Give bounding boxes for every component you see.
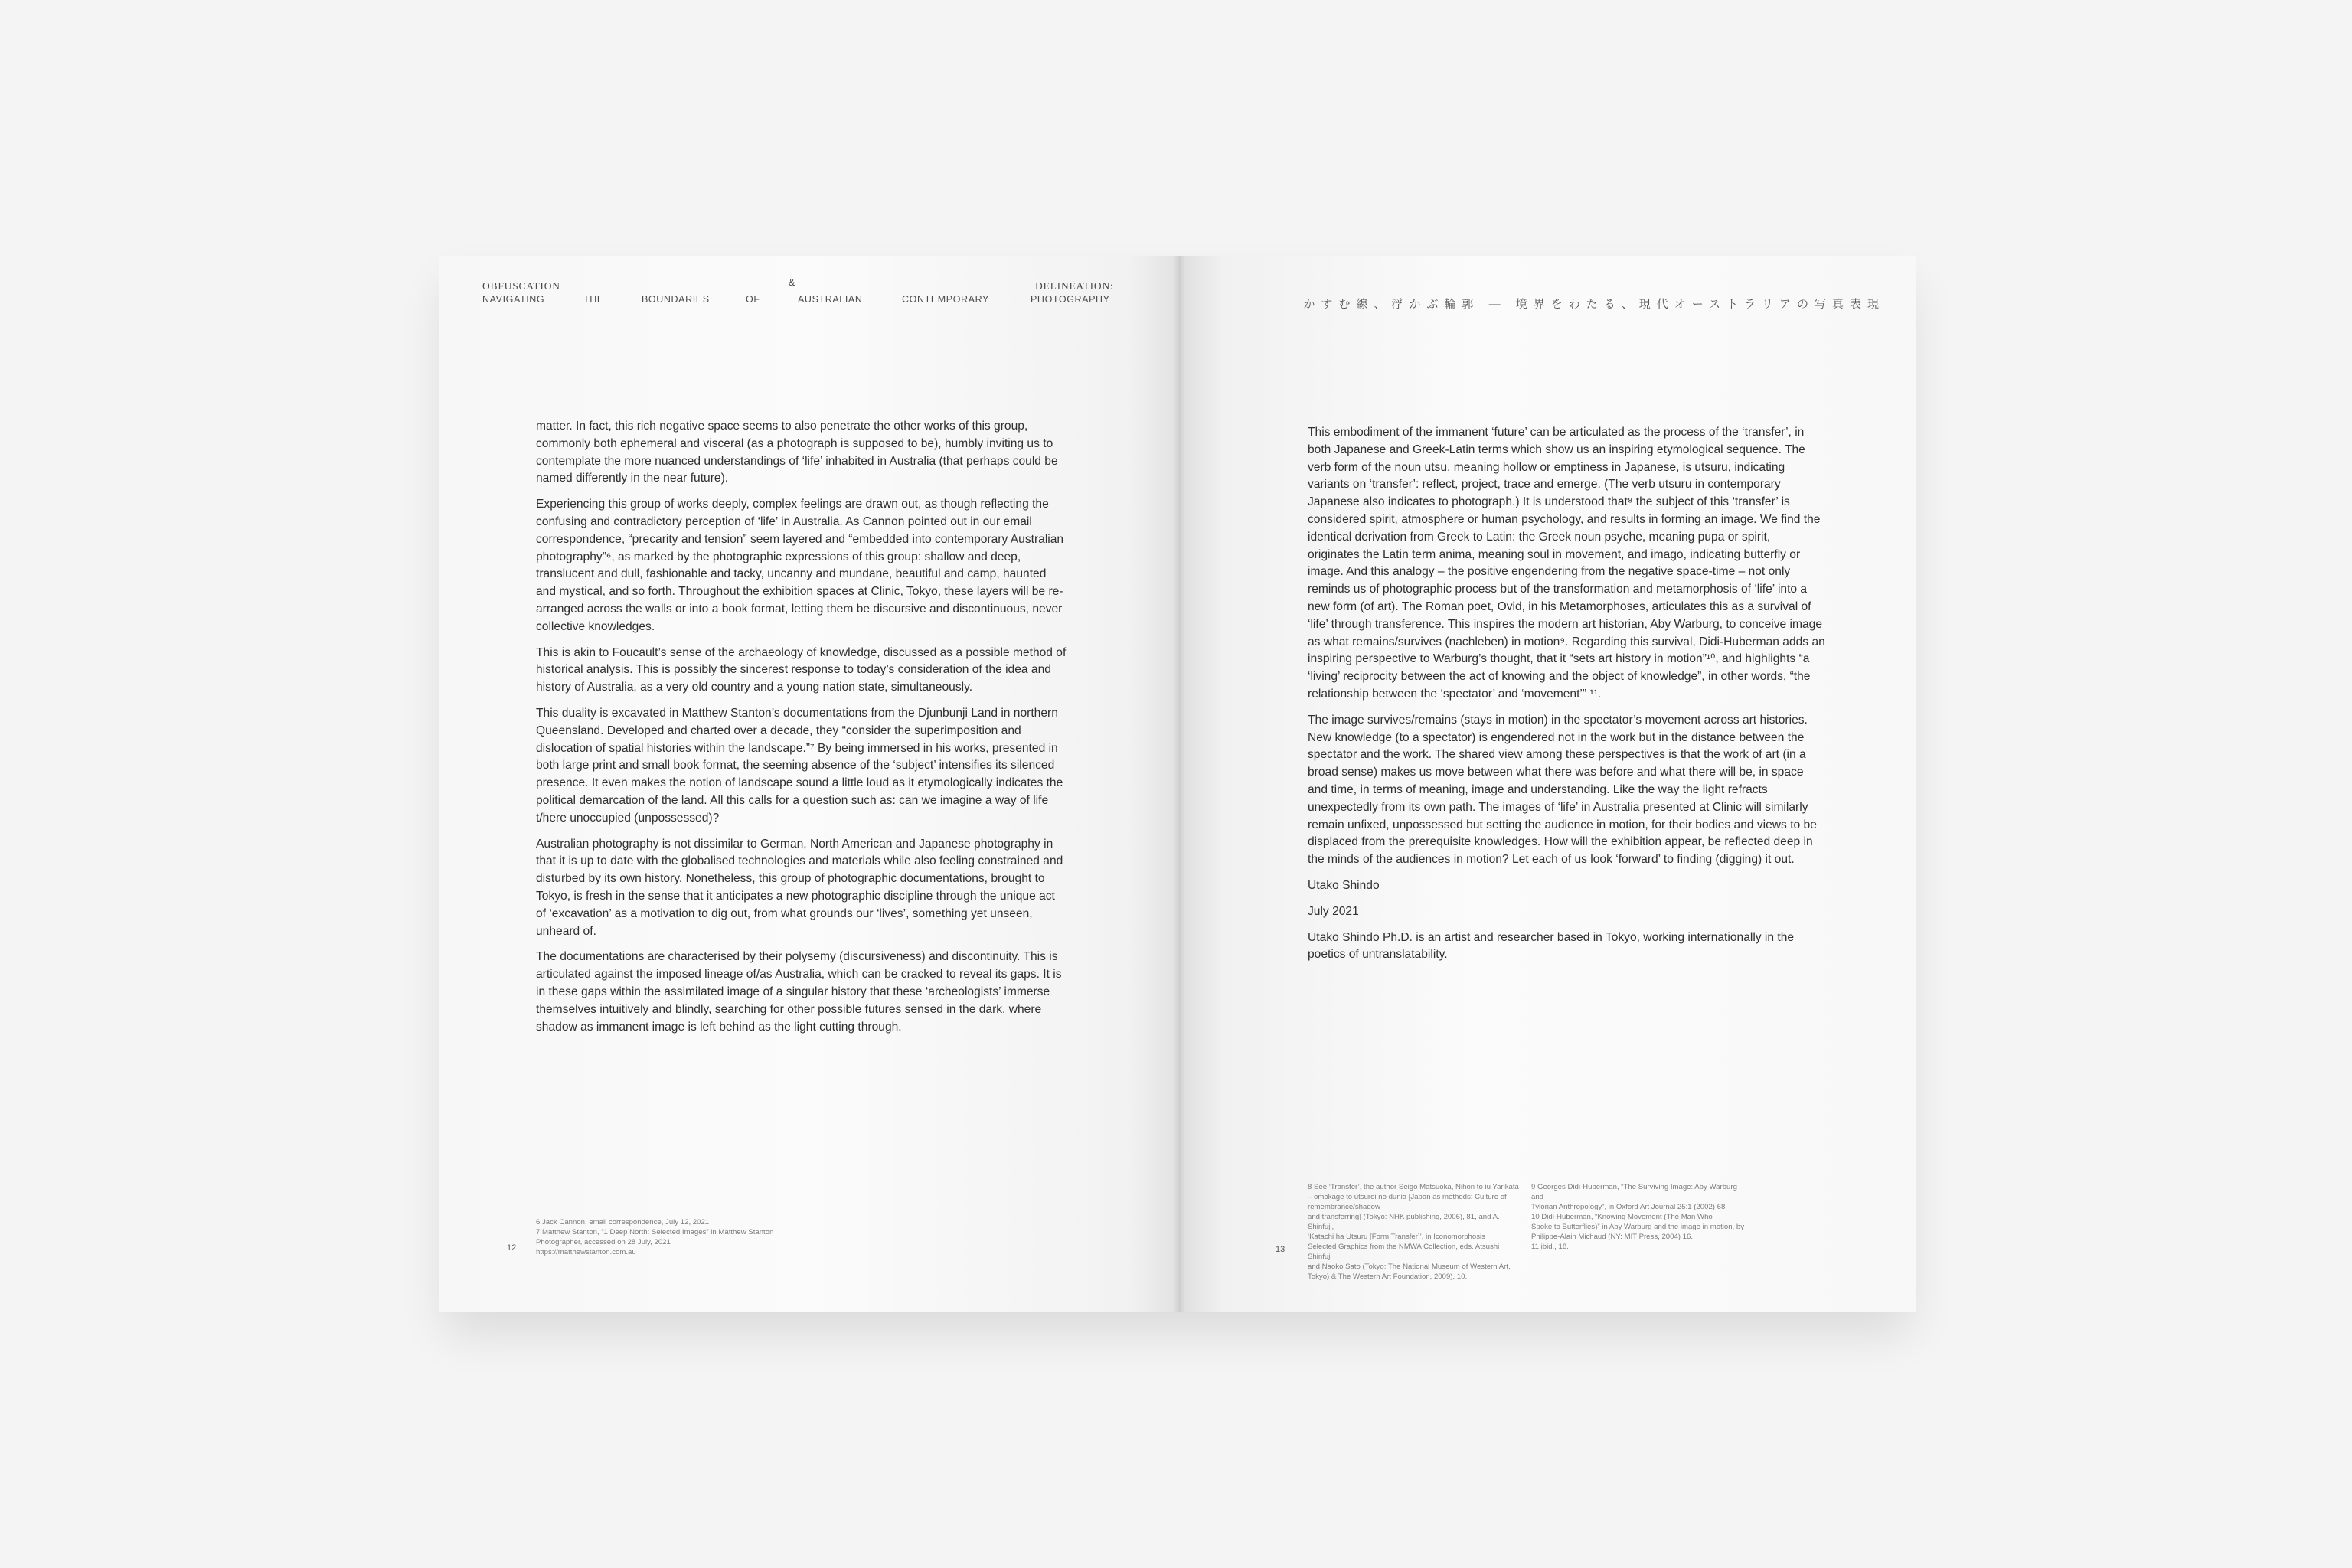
paragraph: Australian photography is not dissimilar to German, North American and Japanese photography in that it is up to date with the globalised technologies and materials while also feeling constrained and disturbed by its own history. Nonetheless, this group of photographic documentations, brought to Tokyo, is fresh in the sense that it anticipates a new photographic discipline through the unique act of ‘excavation’ as a motivation to dig out, from what grounds our ‘lives’, something yet unseen, unheard of.	[536, 837, 1063, 938]
footnote: https://matthewstanton.com.au	[536, 1248, 636, 1256]
header-word-contemporary: CONTEMPORARY	[902, 294, 989, 305]
right-body-text	[1308, 424, 1825, 972]
header-obfuscation: OBFUSCATION	[482, 280, 560, 292]
left-footnotes	[536, 1217, 858, 1257]
footnote: and Naoko Sato (Tokyo: The National Museum of Western Art,	[1308, 1263, 1511, 1271]
paragraph: This is akin to Foucault’s sense of the archaeology of knowledge, discussed as a possible method of historical analysis. This is possibly the sincerest response to today’s consideration of the idea and history of Australia, as a very old country and a young nation state, simultaneously.	[536, 645, 1067, 694]
page-number-right: 13	[1276, 1245, 1285, 1254]
header-word-photography: PHOTOGRAPHY	[1031, 294, 1110, 305]
footnote: ‘Katachi ha Utsuru [Form Transfer]’, in Iconomorphosis	[1308, 1233, 1485, 1241]
left-body-text	[536, 418, 1067, 1044]
header-delineation: DELINEATION:	[1035, 280, 1114, 292]
paragraph: matter. In fact, this rich negative space seems to also penetrate the other works of this group, commonly both ephemeral and visceral (as a photograph is supposed to be), humbly inviting us to contemplate the more nuanced understandings of ‘life’ inhabited in Australia (that perhaps could be named differently in the near future).	[536, 420, 1058, 485]
header-word-the: THE	[583, 294, 604, 305]
footnote: 10 Didi-Huberman, “Knowing Movement (The Man Who	[1531, 1213, 1713, 1221]
header-ampersand: &	[789, 277, 795, 288]
author-bio: Utako Shindo Ph.D. is an artist and researcher based in Tokyo, working internationally in the poetics of untranslatability.	[1308, 930, 1795, 962]
footnote: 8 See ‘Transfer’, the author Seigo Matsuoka, Nihon to iu Yarikata	[1308, 1183, 1519, 1191]
left-page	[439, 256, 1179, 1312]
page-number-left: 12	[507, 1243, 517, 1253]
footnote: Spoke to Butterflies)” in Aby Warburg and the image in motion, by	[1531, 1223, 1745, 1231]
header-japanese-title: かすむ線、浮かぶ輪郭 ― 境界をわたる、現代オーストラリアの写真表現	[1303, 298, 1885, 311]
footnote: Photographer, accessed on 28 July, 2021	[536, 1238, 671, 1246]
footnote: 6 Jack Cannon, email correspondence, July 12, 2021	[536, 1218, 710, 1227]
paragraph: This duality is excavated in Matthew Stanton’s documentations from the Djunbunji Land in northern Queensland. Developed and charted over a decade, they “consider the superimposition and dislocation of spatial histories within the landscape.”⁷ By being immersed in his works, presented in both large print and small book format, the seeming absence of the ‘subject’ intensifies its silenced presence. It even makes the notion of landscape sound a little loud as it etymologically indicates the political demarcation of the land. All this calls for a question such as: can we imagine a way of life t/here unoccupied (unpossessed)?	[536, 706, 1063, 825]
paragraph: The image survives/remains (stays in motion) in the spectator’s movement across art histories. New knowledge (to a spectator) is engendered not in the work but in the distance between the spectator and the work. The shared view among these perspectives is that the work of art (in a broad sense) makes us move between what there was before and what there will be, in space and time, in terms of meaning, image and understanding. Like the way the light refracts unexpectedly from its own path. The images of ‘life’ in Australia presented at Clinic will similarly remain unfixed, unpossessed but setting the audience in motion, for their bodies and views to be displaced from the prerequisite knowledges. How will the exhibition appear, be reflected deep in the minds of the audiences in motion? Let each of us look ‘forward’ to finding (digging) it out.	[1308, 713, 1817, 867]
header-word-boundaries: BOUNDARIES	[642, 294, 710, 305]
footnote: – omokage to utsuroi no dunia [Japan as methods: Culture of	[1308, 1193, 1507, 1201]
header-word-of: OF	[746, 294, 760, 305]
footnote: Selected Graphics from the NMWA Collection, eds. Atsushi Shinfuji	[1308, 1243, 1500, 1261]
footnote: and transferring] (Tokyo: NHK publishing, 2006), 81, and A. Shinfuji,	[1308, 1213, 1500, 1231]
paragraph: This embodiment of the immanent ‘future’ can be articulated as the process of the ‘transfer’, in both Japanese and Greek-Latin terms which show us an inspiring etymological sequence. The verb form of the noun utsu, meaning hollow or emptiness in Japanese, is utsuru, indicating variants on ‘transfer’: reflect, project, trace and emerge. (The verb utsuru in contemporary Japanese also indicates to photograph.) It is understood that⁸ the subject of this ‘transfer’ is considered spirit, atmosphere or human psychology, and results in forming an image. We find the identical derivation from Greek to Latin: the Greek noun psyche, meaning pupa or spirit, originates the Latin term anima, meaning soul in movement, and imago, indicating butterfly or image. And this analogy – the positive engendering from the negative space-time – not only reminds us of photographic process but of the transformation and metamorphosis of ‘life’ into a new form (of art). The Roman poet, Ovid, in his Metamorphoses, articulates this as a survival of ‘life’ through transference. This inspires the modern art historian, Aby Warburg, to conceive image as what remains/survives (nachleben) in motion⁹. Regarding this survival, Didi-Huberman adds an inspiring perspective to Warburg’s thought, that it “sets art history in motion”¹⁰, and highlights “a ‘living’ reciprocity between the act of knowing and the object of knowledge”, in other words, “the relationship between the ‘spectator’ and ‘movement’” ¹¹.	[1308, 426, 1825, 701]
paragraph: The documentations are characterised by their polysemy (discursiveness) and discontinuity. This is articulated against the imposed lineage of/as Australia, which can be cracked to reveal its gaps. It is in these gaps within the assimilated image of a singular history that these ‘archeologists’ immerse themselves intuitively and blindly, searching for other possible futures sensed in the dark, where shadow as immanent image is left behind as the light cutting through.	[536, 950, 1062, 1034]
footnote: Tylorian Anthropology”, in Oxford Art Journal 25:1 (2002) 68.	[1531, 1203, 1727, 1211]
header-word-navigating: NAVIGATING	[482, 294, 545, 305]
footnote: 9 Georges Didi-Huberman, “The Surviving Image: Aby Warburg and	[1531, 1183, 1737, 1201]
header-word-australian: AUSTRALIAN	[798, 294, 863, 305]
signature-name: Utako Shindo	[1308, 878, 1380, 892]
paragraph: Experiencing this group of works deeply, complex feelings are drawn out, as though reflecting the confusing and contradictory perception of ‘life’ in Australia. As Cannon pointed out in our email correspondence, “precarity and tension” seem layered and “embedded into contemporary Australian photography”⁶, as marked by the photographic expressions of this group: shallow and deep, translucent and dull, fashionable and tacky, uncanny and mundane, beautiful and camp, haunted and mystical, and so forth. Throughout the exhibition spaces at Clinic, Tokyo, these layers will be re-arranged across the walls or into a book format, letting them be discursive and discontinuous, never collective knowledges.	[536, 498, 1064, 633]
footnote: Philippe-Alain Michaud (NY: MIT Press, 2004) 16.	[1531, 1233, 1693, 1241]
book-gutter	[1173, 256, 1185, 1312]
footnote: 11 ibid., 18.	[1531, 1243, 1569, 1251]
signature-date: July 2021	[1308, 904, 1359, 918]
footnote: remembrance/shadow	[1308, 1203, 1380, 1211]
footnote: 7 Matthew Stanton, “1 Deep North: Selected Images” in Matthew Stanton	[536, 1228, 774, 1236]
right-footnotes-col2	[1531, 1182, 1746, 1252]
right-page	[1179, 256, 1916, 1312]
footnote: Tokyo) & The Western Art Foundation, 2009), 10.	[1308, 1272, 1468, 1281]
right-footnotes-col1	[1308, 1182, 1522, 1282]
